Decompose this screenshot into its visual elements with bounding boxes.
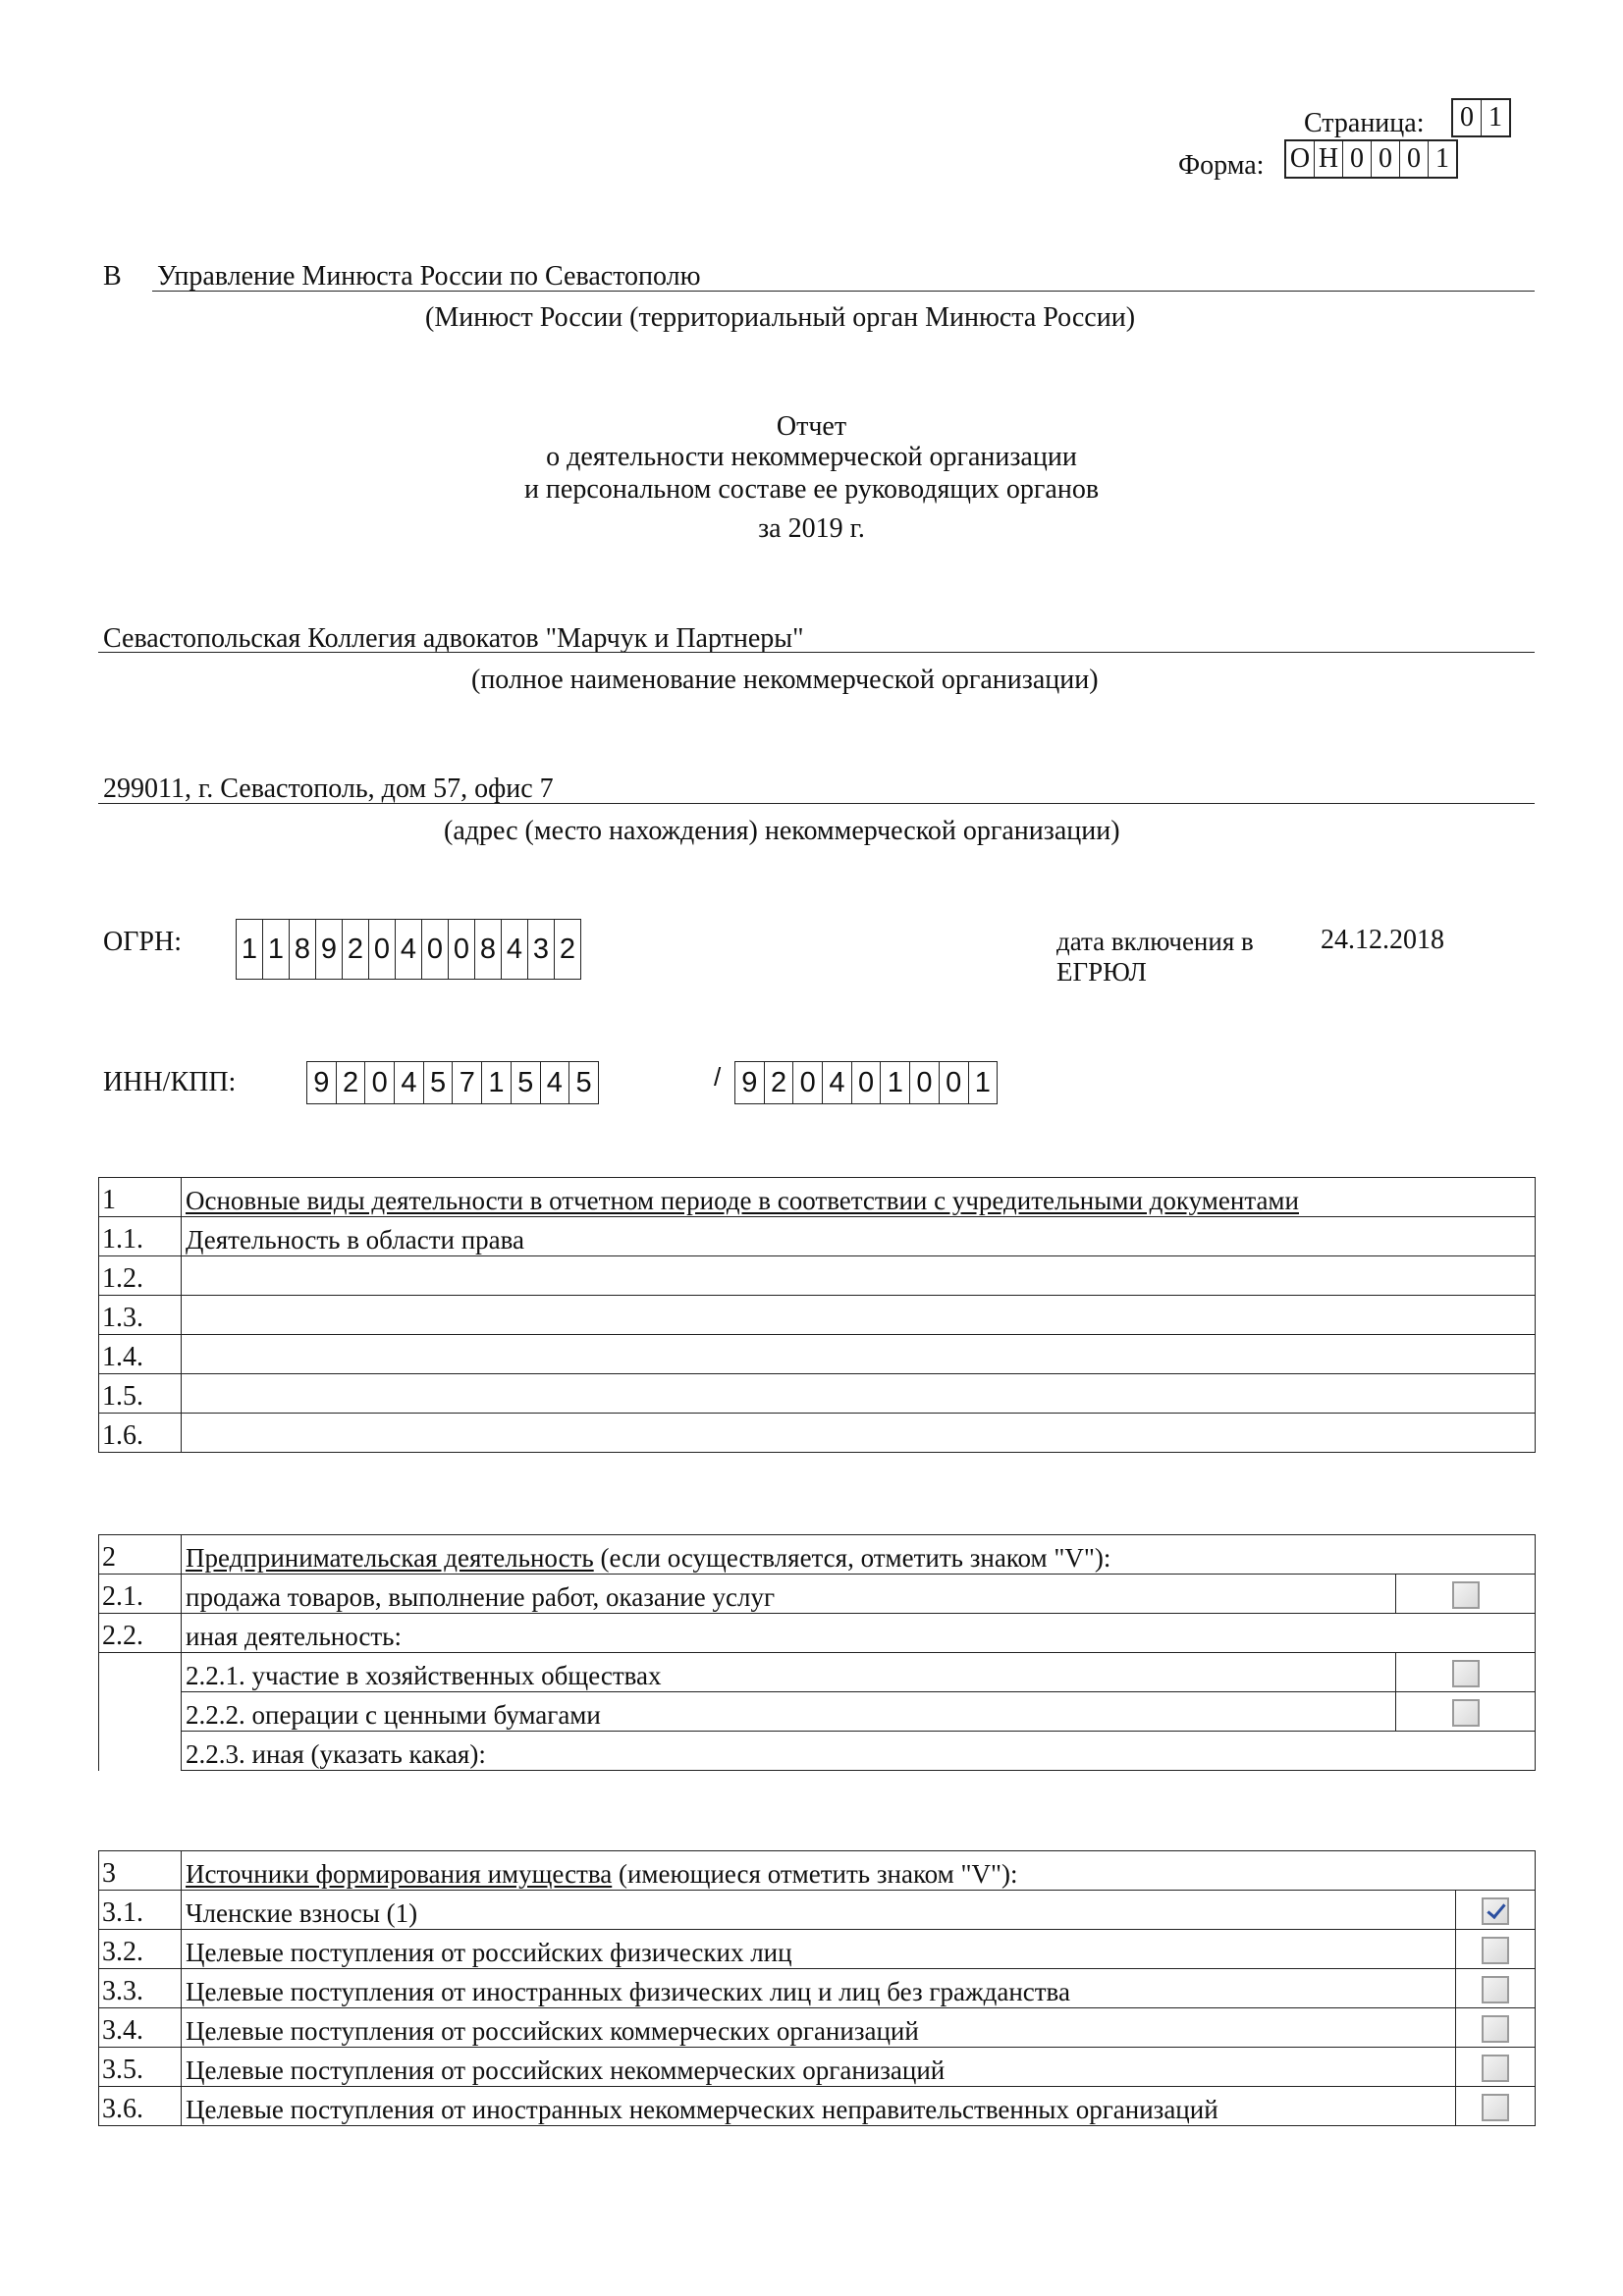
page-number-box <box>1451 98 1511 137</box>
form-code-char: 0 <box>1399 141 1428 177</box>
row-number: 2.1. <box>99 1575 182 1614</box>
section1-number: 1 <box>99 1178 182 1217</box>
ogrn-digit: 0 <box>421 920 448 979</box>
form-code-char: 0 <box>1342 141 1371 177</box>
checkbox-cell <box>1456 1930 1536 1969</box>
activity-field[interactable] <box>182 1296 1536 1335</box>
section3-number: 3 <box>99 1851 182 1891</box>
table-row <box>99 2087 1536 2126</box>
table-row <box>99 1614 1536 1653</box>
sales-checkbox[interactable] <box>1452 1581 1480 1609</box>
row-label: Членские взносы (1) <box>182 1891 1456 1930</box>
table-row <box>99 1653 1536 1692</box>
table-row <box>99 2048 1536 2087</box>
section3-title <box>182 1851 1536 1891</box>
row-number: 2.2. <box>99 1614 182 1653</box>
table-row <box>99 1930 1536 1969</box>
inn-digit: 2 <box>336 1062 365 1103</box>
row-number: 3.1. <box>99 1891 182 1930</box>
page-digit: 1 <box>1481 100 1509 135</box>
table-row <box>99 1217 1536 1256</box>
row-number: 3.2. <box>99 1930 182 1969</box>
inn-digit: 1 <box>481 1062 511 1103</box>
ogrn-digit: 2 <box>554 920 580 979</box>
table-row <box>99 2008 1536 2048</box>
source-checkbox[interactable] <box>1482 1976 1509 2003</box>
row-number: 3.4. <box>99 2008 182 2048</box>
organization-name-underline <box>98 652 1535 653</box>
row-number: 1.4. <box>99 1335 182 1374</box>
securities-checkbox[interactable] <box>1452 1699 1480 1727</box>
section1-title-text: Основные виды деятельности в отчетном периоде в соответствии с учредительными документами <box>186 1185 1299 1215</box>
kpp-digit: 0 <box>909 1062 939 1103</box>
checkbox-cell <box>1456 2008 1536 2048</box>
table-row <box>99 1374 1536 1414</box>
checkbox-cell <box>1456 1969 1536 2008</box>
organization-name-caption: (полное наименование некоммерческой организации) <box>471 665 1099 695</box>
activity-field[interactable] <box>182 1414 1536 1453</box>
egrul-date-label-line2: ЕГРЮЛ <box>1056 957 1147 987</box>
recipient-underline <box>152 291 1535 292</box>
row-number: 1.1. <box>99 1217 182 1256</box>
egrul-date-label-line1: дата включения в <box>1056 927 1254 956</box>
source-checkbox[interactable] <box>1482 2094 1509 2121</box>
kpp-digit: 9 <box>741 1066 758 1098</box>
section3-title-text: Источники формирования имущества <box>186 1858 613 1889</box>
section1-table <box>98 1177 1536 1453</box>
ogrn-digit: 1 <box>262 920 289 979</box>
page-digit: 0 <box>1460 102 1474 133</box>
inn-digit: 7 <box>452 1062 481 1103</box>
report-period: за 2019 г. <box>758 513 865 544</box>
activity-field[interactable]: Деятельность в области права <box>182 1217 1536 1256</box>
checkbox-cell <box>1396 1653 1536 1692</box>
report-subtitle-line2: и персональном составе ее руководящих органов <box>523 474 1100 505</box>
ogrn-digit: 9 <box>315 920 342 979</box>
ogrn-label: ОГРН: <box>103 927 182 957</box>
form-code-char: О <box>1289 143 1311 174</box>
ogrn-digit: 0 <box>368 920 395 979</box>
table-row <box>99 1335 1536 1374</box>
table-row <box>99 1296 1536 1335</box>
section2-table <box>98 1534 1536 1771</box>
row-number: 1.3. <box>99 1296 182 1335</box>
inn-kpp-separator: / <box>714 1062 722 1092</box>
kpp-digit: 1 <box>968 1062 998 1103</box>
section3-header-row <box>99 1851 1536 1891</box>
section1-header-row <box>99 1178 1536 1217</box>
inn-digit-boxes <box>306 1061 599 1104</box>
section2-title <box>182 1535 1536 1575</box>
form-code-char: 0 <box>1371 141 1399 177</box>
row-label: 2.2.1. участие в хозяйственных обществах <box>182 1653 1396 1692</box>
row-label: Целевые поступления от российских физических лиц <box>182 1930 1456 1969</box>
inn-digit: 4 <box>540 1062 569 1103</box>
other-activity-field[interactable]: 2.2.3. иная (указать какая): <box>182 1732 1536 1771</box>
kpp-digit: 0 <box>792 1062 822 1103</box>
recipient-caption: (Минюст России (территориальный орган Минюста России) <box>425 302 1136 333</box>
ogrn-digit: 4 <box>395 920 421 979</box>
checkbox-cell <box>1456 2087 1536 2126</box>
row-number: 1.2. <box>99 1256 182 1296</box>
inn-kpp-label: ИНН/КПП: <box>103 1067 237 1097</box>
organization-address-underline <box>98 803 1535 804</box>
recipient-value: Управление Минюста России по Севастополю <box>157 261 701 292</box>
table-row <box>99 1969 1536 2008</box>
report-subtitle-line1: о деятельности некоммерческой организации <box>546 442 1077 472</box>
section2-number: 2 <box>99 1535 182 1575</box>
egrul-date-value: 24.12.2018 <box>1321 925 1444 955</box>
table-row <box>99 1732 1536 1771</box>
kpp-digit: 1 <box>880 1062 909 1103</box>
organization-address-caption: (адрес (место нахождения) некоммерческой организации) <box>444 816 1120 846</box>
ogrn-digit: 0 <box>448 920 474 979</box>
row-number: 3.5. <box>99 2048 182 2087</box>
ogrn-digit: 1 <box>241 933 258 965</box>
organization-address: 299011, г. Севастополь, дом 57, офис 7 <box>103 774 554 804</box>
section2-header-row <box>99 1535 1536 1575</box>
kpp-digit: 0 <box>939 1062 968 1103</box>
section2-title-text: Предпринимательская деятельность <box>186 1542 594 1573</box>
ogrn-digit: 2 <box>342 920 368 979</box>
empty-cell <box>99 1653 182 1692</box>
form-code-char: 1 <box>1428 141 1456 177</box>
section2-title-note: (если осуществляется, отметить знаком "V"): <box>593 1542 1111 1573</box>
checkbox-cell <box>1396 1692 1536 1732</box>
organization-name: Севастопольская Коллегия адвокатов "Марчук и Партнеры" <box>103 623 804 654</box>
kpp-digit: 4 <box>822 1062 851 1103</box>
table-row <box>99 1891 1536 1930</box>
section3-title-note: (имеющиеся отметить знаком "V"): <box>612 1858 1018 1889</box>
ogrn-digit-boxes <box>236 919 581 980</box>
inn-digit: 0 <box>364 1062 394 1103</box>
section1-title <box>182 1178 1536 1217</box>
row-label: Целевые поступления от российских некоммерческих организаций <box>182 2048 1456 2087</box>
table-row <box>99 1692 1536 1732</box>
table-row <box>99 1575 1536 1614</box>
form-code-char: Н <box>1314 141 1342 177</box>
kpp-digit-boxes <box>734 1061 998 1104</box>
table-row <box>99 1414 1536 1453</box>
section3-table <box>98 1850 1536 2126</box>
row-label: продажа товаров, выполнение работ, оказание услуг <box>182 1575 1396 1614</box>
empty-cell <box>99 1692 182 1732</box>
inn-digit: 5 <box>511 1062 540 1103</box>
kpp-digit: 0 <box>851 1062 881 1103</box>
row-label: иная деятельность: <box>182 1614 1536 1653</box>
source-checkbox[interactable] <box>1482 2015 1509 2043</box>
empty-cell <box>99 1732 182 1771</box>
row-number: 3.3. <box>99 1969 182 2008</box>
checkbox-cell <box>1396 1575 1536 1614</box>
ogrn-digit: 8 <box>289 920 315 979</box>
row-label: Целевые поступления от российских коммерческих организаций <box>182 2008 1456 2048</box>
row-number: 3.6. <box>99 2087 182 2126</box>
checkbox-cell <box>1456 1891 1536 1930</box>
source-checkbox[interactable] <box>1482 1937 1509 1964</box>
inn-digit: 5 <box>568 1062 598 1103</box>
ogrn-digit: 3 <box>527 920 554 979</box>
kpp-digit: 2 <box>764 1062 793 1103</box>
form-label: Форма: <box>1178 150 1265 181</box>
recipient-prefix: В <box>103 261 122 292</box>
report-title: Отчет <box>776 411 847 442</box>
row-label: Целевые поступления от иностранных физических лиц и лиц без гражданства <box>182 1969 1456 2008</box>
inn-digit: 5 <box>423 1062 453 1103</box>
inn-digit: 4 <box>394 1062 423 1103</box>
checkbox-cell <box>1456 2048 1536 2087</box>
page-label: Страница: <box>1304 108 1425 138</box>
source-checkbox[interactable] <box>1482 2055 1509 2082</box>
form-code-box <box>1284 139 1458 179</box>
activity-field[interactable] <box>182 1335 1536 1374</box>
table-row <box>99 1256 1536 1296</box>
activity-field[interactable] <box>182 1256 1536 1296</box>
row-label: 2.2.2. операции с ценными бумагами <box>182 1692 1396 1732</box>
ogrn-digit: 4 <box>501 920 527 979</box>
business-participation-checkbox[interactable] <box>1452 1660 1480 1687</box>
row-number: 1.6. <box>99 1414 182 1453</box>
membership-fees-checkbox[interactable] <box>1482 1897 1509 1925</box>
ogrn-digit: 8 <box>474 920 501 979</box>
activity-field[interactable] <box>182 1374 1536 1414</box>
row-number: 1.5. <box>99 1374 182 1414</box>
inn-digit: 9 <box>313 1066 330 1098</box>
row-label: Целевые поступления от иностранных некоммерческих неправительственных организаций <box>182 2087 1456 2126</box>
